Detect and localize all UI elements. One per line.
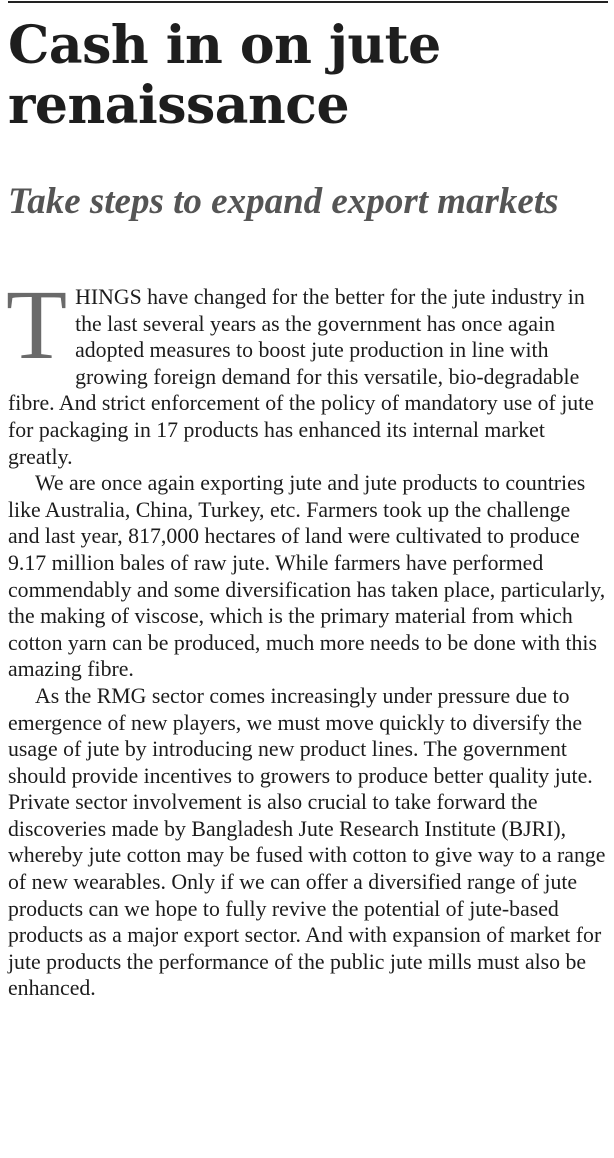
article-paragraph-3: As the RMG sector comes increasingly under pressure due to emergence of new players, we must move quickly to diversify the usage of jute by introducing new product lines. The government should provide incentives to growers to produce better quality jute. Private sector involvement is also crucial to take forward the discoveries made by Bangladesh Jute Research Institute (BJRI), whereby jute cotton may be fused with cotton to give way to a range of new wearables. Only if we can offer a diversified range of jute products can we hope to fully revive the potential of jute-based products as a major export sector. And with expansion of market for jute products the performance of the public jute mills must also be enhanced. (8, 683, 606, 1001)
paragraph-1-text: HINGS have changed for the better for the jute industry in the last several years as the government has once again adopted measures to boost jute production in line with growing foreign demand for this versatile, bio-degradable fibre. And strict enforcement of the policy of mandatory use of jute for packaging in 17 products has enhanced its internal market greatly. (8, 285, 594, 469)
top-rule (8, 1, 608, 3)
article-paragraph-2: We are once again exporting jute and jute products to countries like Australia, China, Turkey, etc. Farmers took up the challenge and last year, 817,000 hectares of land were cultivated to produce 9.17 million bales of raw jute. While farmers have performed commendably and some diversification has taken place, particularly, the making of viscose, which is the primary material from which cotton yarn can be produced, much more needs to be done with this amazing fibre. (8, 471, 606, 682)
article-paragraph-1 (6, 269, 606, 470)
article-body (6, 269, 606, 1002)
drop-cap: T (6, 269, 68, 380)
headline: Cash in on jute renaissance (8, 15, 441, 136)
deck-subheadline: Take steps to expand export markets (8, 181, 559, 222)
